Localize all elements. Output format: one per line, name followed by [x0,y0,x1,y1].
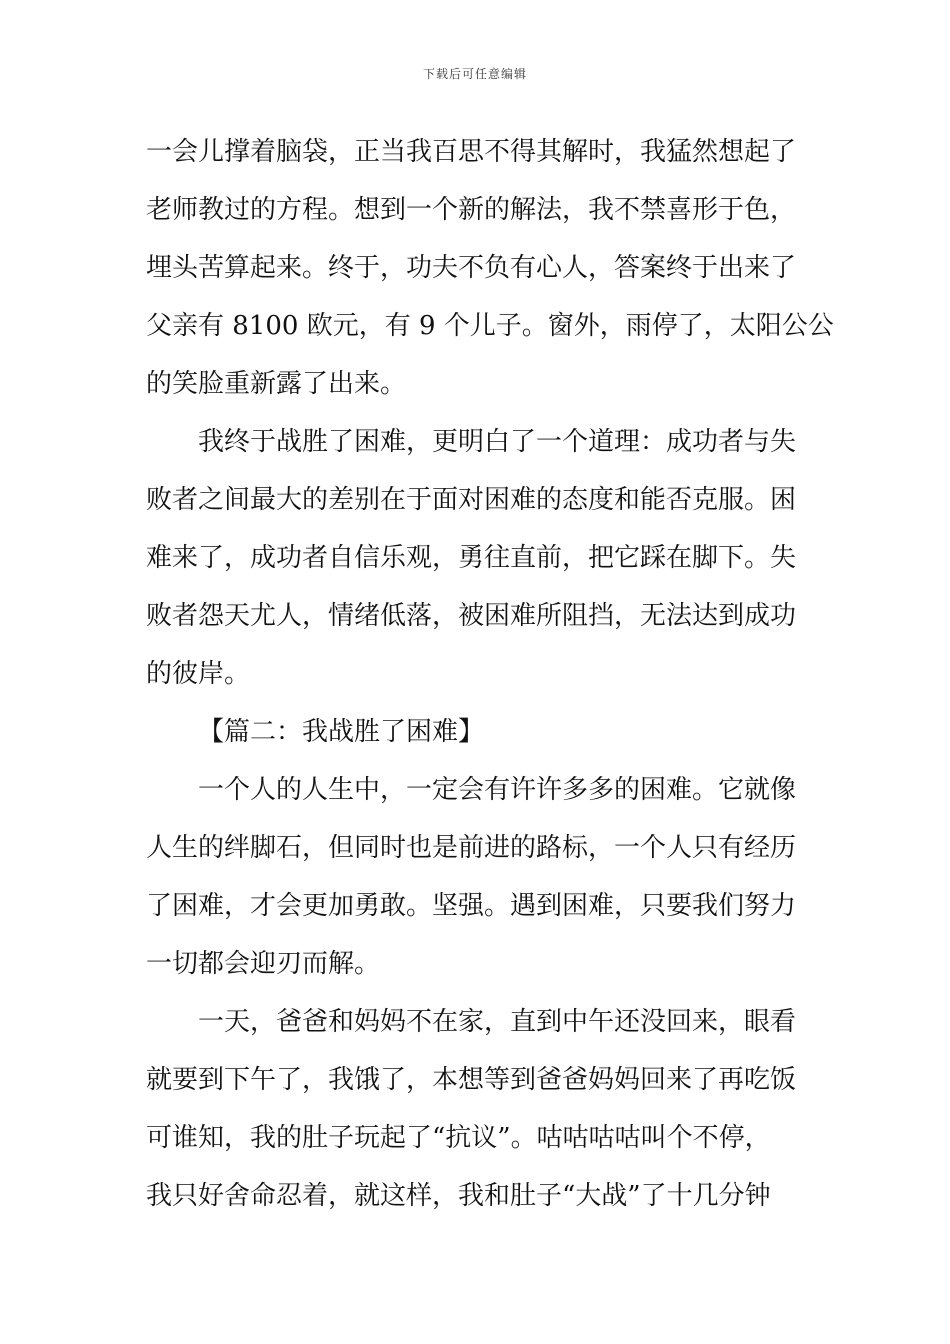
text-line: 埋头苦算起来。终于，功夫不负有心人，答案终于出来了 [146,253,797,283]
text-line: 的彼岸。 [146,659,251,689]
text-line: 老师教过的方程。想到一个新的解法，我不禁喜形于色， [146,195,797,225]
paragraph-first-line: 一天，爸爸和妈妈不在家，直到中午还没回来，眼看 [198,1007,797,1037]
text-line: 败者之间最大的差别在于面对困难的态度和能否克服。困 [146,485,797,515]
text-line: 就要到下午了，我饿了，本想等到爸爸妈妈回来了再吃饭 [146,1065,797,1095]
text-line: 了困难，才会更加勇敢。坚强。遇到困难，只要我们努力 [146,891,797,921]
text-line: 一切都会迎刃而解。 [146,949,381,979]
text-line: 的笑脸重新露了出来。 [146,369,407,399]
paragraph-first-line: 我终于战胜了困难，更明白了一个道理：成功者与失 [198,427,797,457]
text-line: 难来了，成功者自信乐观，勇往直前，把它踩在脚下。失 [146,543,797,573]
text-line: 我只好舍命忍着，就这样，我和肚子“大战”了十几分钟 [146,1181,771,1211]
text-line: 人生的绊脚石，但同时也是前进的路标，一个人只有经历 [146,833,797,863]
section-heading: 【篇二：我战胜了困难】 [198,717,485,747]
text-line: 可谁知，我的肚子玩起了“抗议”。咕咕咕咕叫个不停， [146,1123,771,1153]
text-line: 败者怨天尤人，情绪低落，被困难所阻挡，无法达到成功 [146,601,797,631]
text-line: 一会儿撑着脑袋，正当我百思不得其解时，我猛然想起了 [146,137,797,167]
text-line: 父亲有 8100 欧元，有 9 个儿子。窗外，雨停了，太阳公公 [146,311,834,341]
paragraph-first-line: 一个人的人生中，一定会有许许多多的困难。它就像 [198,775,797,805]
page-header: 下载后可任意编辑 [422,67,527,81]
